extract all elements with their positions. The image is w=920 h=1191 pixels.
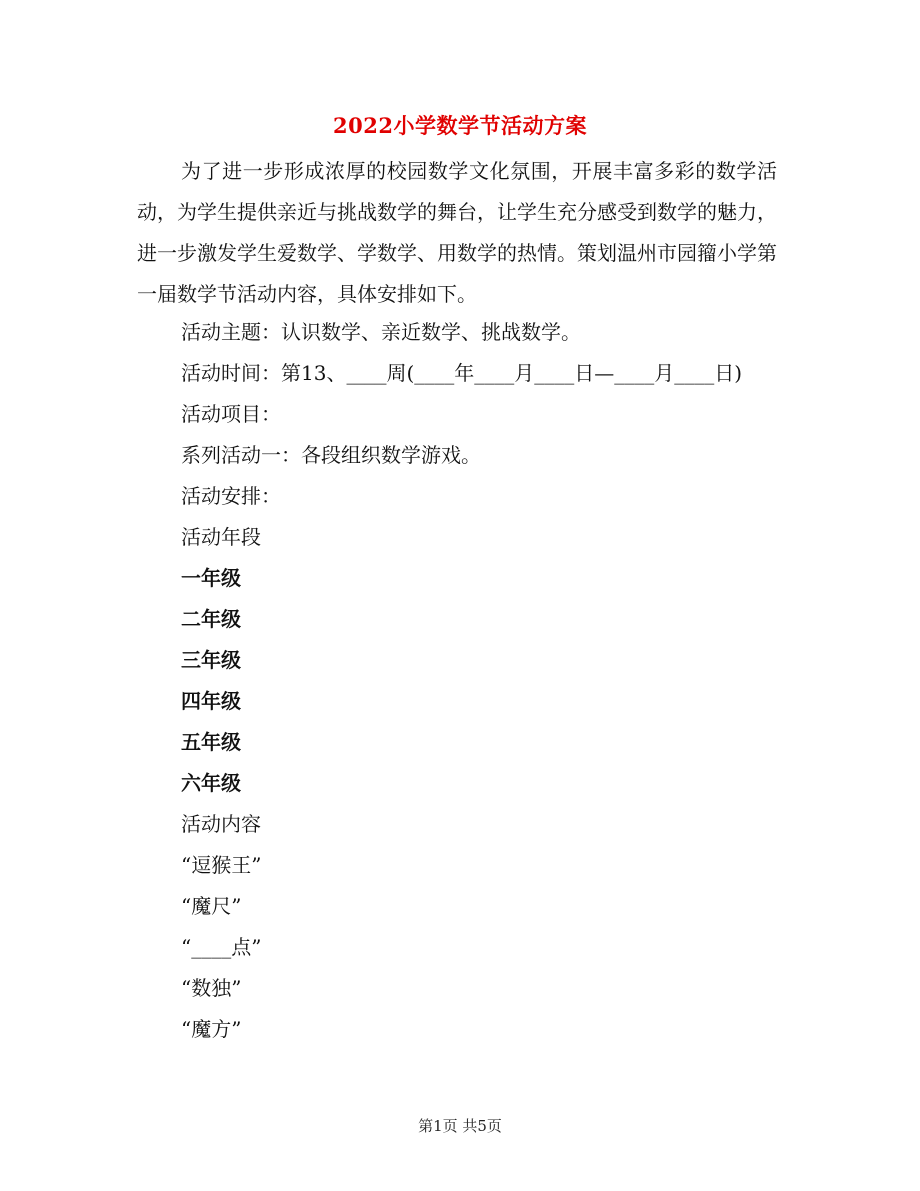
grade-item: 六年级	[181, 771, 241, 795]
content-item: “魔方”	[181, 1017, 242, 1041]
grade-item: 二年级	[181, 607, 241, 631]
document-title: 2022小学数学节活动方案	[333, 113, 587, 138]
activity-items-heading: 活动项目：	[181, 402, 281, 426]
grade-item: 四年级	[181, 689, 241, 713]
content-item: “____点”	[181, 935, 262, 959]
activity-time: 活动时间：第13、____周(____年____月____日—____月____日)	[181, 361, 743, 385]
content-heading: 活动内容	[181, 812, 261, 836]
content-item: “魔尺”	[181, 894, 242, 918]
activity-arrangement: 活动安排：	[181, 484, 281, 508]
activity-theme: 活动主题：认识数学、亲近数学、挑战数学。	[181, 320, 581, 344]
grade-heading: 活动年段	[181, 525, 261, 549]
grade-item: 三年级	[181, 648, 241, 672]
grade-item: 五年级	[181, 730, 241, 754]
page-number-footer: 第1页 共5页	[418, 1117, 502, 1135]
grade-item: 一年级	[181, 566, 241, 590]
content-item: “逗猴王”	[181, 853, 262, 877]
series-activity-one: 系列活动一：各段组织数学游戏。	[181, 443, 481, 467]
intro-paragraph: 为了进一步形成浓厚的校园数学文化氛围，开展丰富多彩的数学活动，为学生提供亲近与挑战数学的舞台，让学生充分感受到数学的魅力，进一步激发学生爱数学、学数学、用数学的热情。策划温州市园籀小学第一届数学节活动内容，具体安排如下。	[137, 159, 777, 306]
content-item: “数独”	[181, 976, 242, 1000]
